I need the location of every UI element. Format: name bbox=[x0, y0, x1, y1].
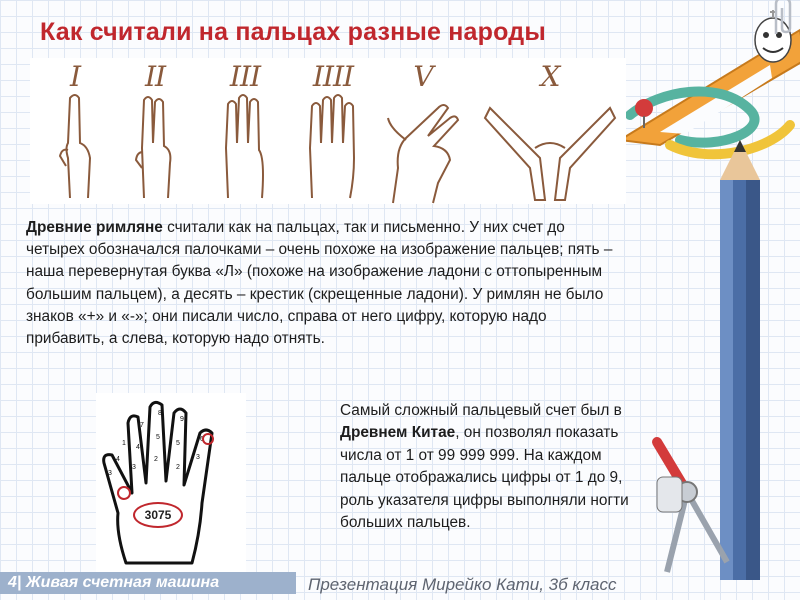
svg-text:7: 7 bbox=[140, 422, 144, 429]
footer-author: Презентация Мирейко Кати, 3б класс bbox=[308, 575, 617, 594]
paragraph-body: считали как на пальцах, так и письменно. У них счет до четырех обозначался палочками – очень похоже на изображение пальцев; пять – наша перевернутая буква «Л» (похоже на изображение ладони с оттопыренным большим пальцем), а десять – крестик (скрещенные ладони). У римлян не было знаков «+» и «-»; они писали число, справа от него цифру, которую надо прибавить, а слева, которую надо отнять. bbox=[26, 219, 613, 348]
hand-crossed-palms-icon bbox=[480, 88, 620, 204]
numeral-4-column bbox=[288, 58, 378, 204]
svg-text:3: 3 bbox=[196, 454, 200, 461]
hand-three-fingers-icon bbox=[200, 88, 290, 204]
numeral-1-column bbox=[30, 58, 120, 204]
svg-text:3: 3 bbox=[108, 470, 112, 477]
paperclip-icon bbox=[768, 0, 798, 36]
numeral-10-column bbox=[480, 58, 620, 204]
svg-text:8: 8 bbox=[158, 410, 162, 417]
svg-text:2: 2 bbox=[154, 456, 158, 463]
svg-text:5: 5 bbox=[176, 440, 180, 447]
svg-text:6: 6 bbox=[200, 436, 204, 443]
compass-icon bbox=[632, 432, 742, 582]
slide-title: Как считали на пальцах разные народы bbox=[40, 18, 546, 46]
numeral-label: I bbox=[69, 60, 81, 93]
china-paragraph bbox=[340, 400, 640, 534]
svg-text:2: 2 bbox=[176, 464, 180, 471]
numeral-label: II bbox=[144, 60, 166, 93]
romans-paragraph bbox=[26, 217, 621, 350]
footer-section-label: 4| Живая счетная машина bbox=[8, 574, 220, 591]
hand-four-fingers-icon bbox=[288, 88, 378, 204]
svg-text:3: 3 bbox=[132, 464, 136, 471]
numeral-5-column bbox=[378, 58, 468, 204]
hand-outline-icon bbox=[96, 393, 246, 573]
roman-numerals-illustration bbox=[30, 58, 626, 204]
numeral-label: III bbox=[229, 60, 261, 93]
svg-text:9: 9 bbox=[180, 416, 184, 423]
hand-five-open-palm-icon bbox=[378, 88, 478, 204]
pushpin-icon bbox=[624, 90, 664, 130]
numeral-label: V bbox=[413, 60, 433, 93]
china-bold: Древнем Китае bbox=[340, 424, 456, 442]
number-badge: 3075 bbox=[133, 502, 183, 528]
china-text-start: Самый сложный пальцевый счет был в bbox=[340, 402, 622, 419]
footer-bar bbox=[0, 572, 296, 594]
numeral-label: X bbox=[540, 60, 560, 93]
chinese-hand-diagram bbox=[96, 393, 246, 573]
numeral-label: IIII bbox=[312, 60, 354, 93]
paragraph-bold-lead: Древние римляне bbox=[26, 219, 163, 236]
numeral-2-column bbox=[110, 58, 200, 204]
svg-text:5: 5 bbox=[156, 434, 160, 441]
hand-one-finger-icon bbox=[30, 88, 120, 204]
svg-text:4: 4 bbox=[116, 456, 120, 463]
numeral-3-column bbox=[200, 58, 290, 204]
china-text-end: , он позволял показать числа от 1 от 99 999 999. На каждом пальце отображались цифры от 1 до 9, роль указателя цифры выполняли ногти больших пальцев. bbox=[340, 424, 629, 532]
hand-two-fingers-icon bbox=[110, 88, 200, 204]
svg-text:1: 1 bbox=[122, 440, 126, 447]
svg-text:4: 4 bbox=[136, 444, 140, 451]
